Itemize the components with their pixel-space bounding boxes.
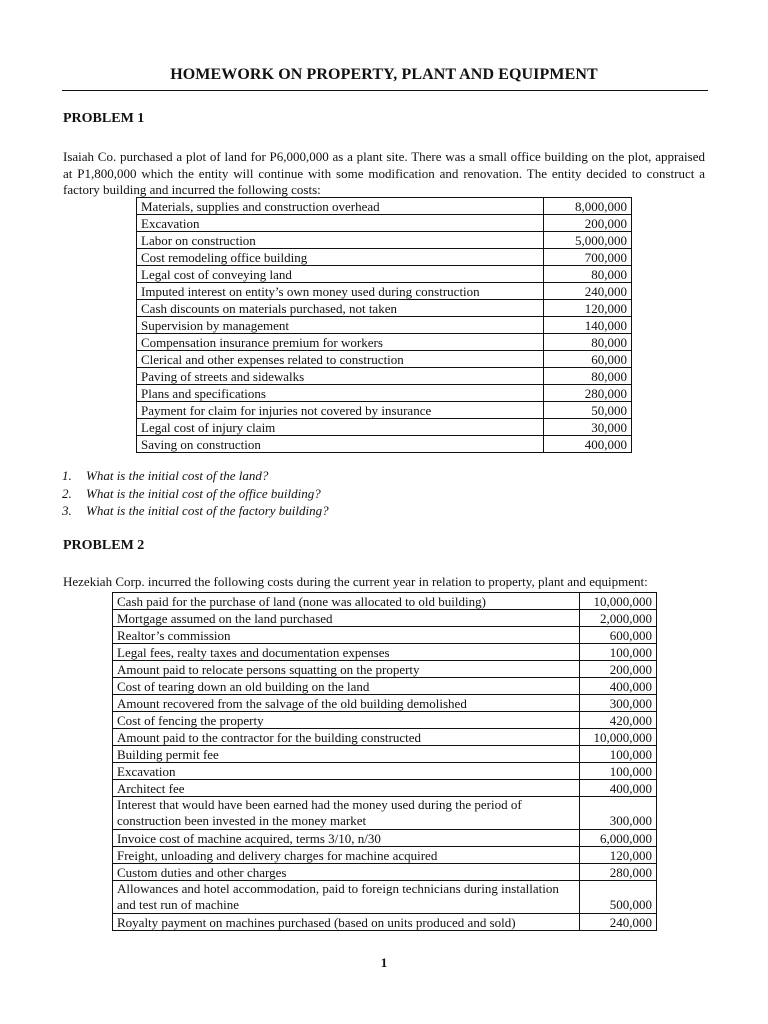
- cost-item-amount: 100,000: [580, 746, 657, 763]
- problem-1-intro: Isaiah Co. purchased a plot of land for P6,000,000 as a plant site. There was a small office building on the plot, appraised at P1,800,000 which the entity will continue with some modification and renovation. The entity decided to construct a factory building and incurred the following costs:: [63, 149, 705, 197]
- cost-item-amount: 30,000: [544, 419, 632, 436]
- problem-1-heading: PROBLEM 1: [63, 111, 145, 126]
- cost-item-label: Allowances and hotel accommodation, paid to foreign technicians during installation and test run of machine: [113, 881, 580, 914]
- cost-item-amount: 140,000: [544, 317, 632, 334]
- cost-item-amount: 120,000: [544, 300, 632, 317]
- cost-item-label: Supervision by management: [137, 317, 544, 334]
- table-row: [113, 763, 657, 780]
- cost-item-amount: 400,000: [580, 780, 657, 797]
- table-row: [113, 864, 657, 881]
- cost-item-amount: 420,000: [580, 712, 657, 729]
- cost-item-amount: 280,000: [544, 385, 632, 402]
- table-row: [113, 830, 657, 847]
- cost-item-amount: 200,000: [544, 215, 632, 232]
- table-row: [137, 368, 632, 385]
- cost-item-label: Excavation: [137, 215, 544, 232]
- table-row: [113, 610, 657, 627]
- problem-2-cost-table: [112, 592, 657, 931]
- table-row: [137, 436, 632, 453]
- table-row: [137, 283, 632, 300]
- table-row: [137, 402, 632, 419]
- cost-item-label: Compensation insurance premium for workers: [137, 334, 544, 351]
- table-row: [113, 746, 657, 763]
- table-row: [137, 215, 632, 232]
- cost-item-label: Cash paid for the purchase of land (none was allocated to old building): [113, 593, 580, 610]
- question-text: What is the initial cost of the land?: [86, 468, 269, 483]
- cost-item-label: Interest that would have been earned had the money used during the period of construction been invested in the money market: [113, 797, 580, 830]
- cost-item-amount: 80,000: [544, 334, 632, 351]
- cost-item-amount: 400,000: [544, 436, 632, 453]
- cost-item-label: Excavation: [113, 763, 580, 780]
- table-row: [113, 644, 657, 661]
- question-item: [62, 502, 329, 520]
- cost-item-amount: 2,000,000: [580, 610, 657, 627]
- cost-item-label: Clerical and other expenses related to construction: [137, 351, 544, 368]
- problem-1-questions: [62, 467, 329, 520]
- table-row: [137, 385, 632, 402]
- cost-item-label: Custom duties and other charges: [113, 864, 580, 881]
- cost-item-amount: 120,000: [580, 847, 657, 864]
- cost-item-label: Saving on construction: [137, 436, 544, 453]
- cost-item-amount: 50,000: [544, 402, 632, 419]
- cost-item-amount: 240,000: [544, 283, 632, 300]
- cost-item-amount: 280,000: [580, 864, 657, 881]
- cost-item-label: Building permit fee: [113, 746, 580, 763]
- cost-item-label: Amount recovered from the salvage of the old building demolished: [113, 695, 580, 712]
- cost-item-amount: 5,000,000: [544, 232, 632, 249]
- cost-item-label: Freight, unloading and delivery charges for machine acquired: [113, 847, 580, 864]
- cost-item-label: Imputed interest on entity’s own money used during construction: [137, 283, 544, 300]
- cost-item-amount: 300,000: [580, 797, 657, 830]
- cost-item-label: Amount paid to relocate persons squatting on the property: [113, 661, 580, 678]
- cost-item-label: Cash discounts on materials purchased, not taken: [137, 300, 544, 317]
- cost-item-label: Legal fees, realty taxes and documentation expenses: [113, 644, 580, 661]
- problem-2-heading: PROBLEM 2: [63, 538, 145, 553]
- question-item: [62, 467, 329, 485]
- problem-1-cost-table: [136, 197, 632, 453]
- table-row: [137, 351, 632, 368]
- table-row: [137, 198, 632, 215]
- table-row: [113, 729, 657, 746]
- cost-item-amount: 10,000,000: [580, 593, 657, 610]
- page-title: HOMEWORK ON PROPERTY, PLANT AND EQUIPMENT: [170, 66, 598, 83]
- cost-item-label: Invoice cost of machine acquired, terms 3/10, n/30: [113, 830, 580, 847]
- cost-item-label: Legal cost of injury claim: [137, 419, 544, 436]
- table-row: [113, 661, 657, 678]
- table-row: [113, 797, 657, 830]
- cost-item-amount: 400,000: [580, 678, 657, 695]
- cost-item-amount: 100,000: [580, 644, 657, 661]
- table-row: [137, 300, 632, 317]
- page-number: 1: [380, 955, 388, 970]
- table-row: [113, 593, 657, 610]
- cost-item-amount: 500,000: [580, 881, 657, 914]
- cost-item-label: Cost remodeling office building: [137, 249, 544, 266]
- table-row: [137, 266, 632, 283]
- table-row: [137, 232, 632, 249]
- cost-item-label: Mortgage assumed on the land purchased: [113, 610, 580, 627]
- question-item: [62, 485, 329, 503]
- table-row: [137, 334, 632, 351]
- cost-item-label: Legal cost of conveying land: [137, 266, 544, 283]
- cost-item-amount: 300,000: [580, 695, 657, 712]
- cost-item-label: Royalty payment on machines purchased (based on units produced and sold): [113, 914, 580, 931]
- question-text: What is the initial cost of the factory building?: [86, 503, 329, 518]
- cost-item-amount: 80,000: [544, 266, 632, 283]
- cost-item-label: Labor on construction: [137, 232, 544, 249]
- table-row: [113, 881, 657, 914]
- question-text: What is the initial cost of the office building?: [86, 485, 321, 501]
- cost-item-label: Cost of fencing the property: [113, 712, 580, 729]
- cost-item-amount: 600,000: [580, 627, 657, 644]
- cost-item-label: Payment for claim for injuries not covered by insurance: [137, 402, 544, 419]
- table-row: [113, 678, 657, 695]
- question-number: 1.: [62, 468, 72, 483]
- cost-item-amount: 6,000,000: [580, 830, 657, 847]
- cost-item-label: Realtor’s commission: [113, 627, 580, 644]
- table-row: [113, 627, 657, 644]
- cost-item-amount: 80,000: [544, 368, 632, 385]
- table-row: [137, 249, 632, 266]
- table-row: [113, 780, 657, 797]
- cost-item-amount: 100,000: [580, 763, 657, 780]
- cost-item-amount: 700,000: [544, 249, 632, 266]
- cost-item-label: Materials, supplies and construction overhead: [137, 198, 544, 215]
- title-underline: [62, 90, 708, 91]
- table-row: [137, 317, 632, 334]
- cost-item-amount: 240,000: [580, 914, 657, 931]
- table-row: [137, 419, 632, 436]
- question-number: 3.: [62, 503, 72, 518]
- cost-item-label: Cost of tearing down an old building on the land: [113, 678, 580, 695]
- table-row: [113, 914, 657, 931]
- table-row: [113, 847, 657, 864]
- cost-item-amount: 200,000: [580, 661, 657, 678]
- cost-item-label: Architect fee: [113, 780, 580, 797]
- cost-item-label: Paving of streets and sidewalks: [137, 368, 544, 385]
- cost-item-amount: 8,000,000: [544, 198, 632, 215]
- problem-2-intro: Hezekiah Corp. incurred the following costs during the current year in relation to property, plant and equipment:: [63, 574, 648, 589]
- cost-item-amount: 60,000: [544, 351, 632, 368]
- table-row: [113, 695, 657, 712]
- cost-item-amount: 10,000,000: [580, 729, 657, 746]
- cost-item-label: Amount paid to the contractor for the building constructed: [113, 729, 580, 746]
- table-row: [113, 712, 657, 729]
- cost-item-label: Plans and specifications: [137, 385, 544, 402]
- question-number: 2.: [62, 485, 72, 501]
